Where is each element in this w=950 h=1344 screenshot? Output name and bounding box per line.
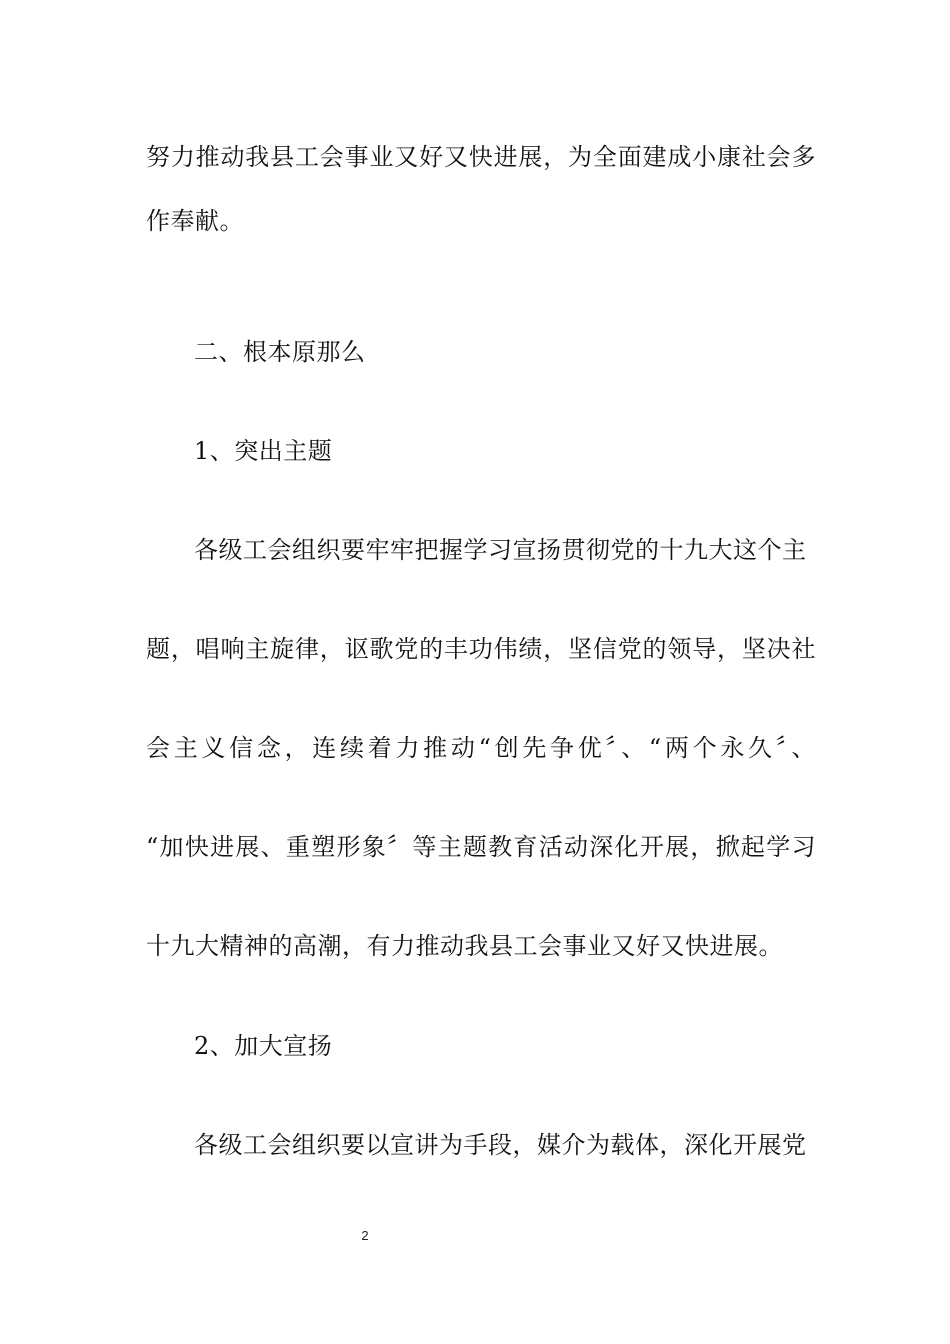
paragraph-line: 作奉献。 xyxy=(146,207,244,235)
paragraph-line: 各级工会组织要以宣讲为手段，媒介为载体，深化开展党 xyxy=(194,1131,807,1159)
page-number: 2 xyxy=(361,1228,369,1243)
section-heading: 二、根本原那么 xyxy=(194,338,366,366)
paragraph-line: 努力推动我县工会事业又好又快进展，为全面建成小康社会多 xyxy=(146,143,816,171)
paragraph-line: 十九大精神的高潮，有力推动我县工会事业又好又快进展。 xyxy=(146,932,783,960)
paragraph-line: 各级工会组织要牢牢把握学习宣扬贯彻党的十九大这个主 xyxy=(194,536,807,564)
paragraph-line: 题，唱响主旋律，讴歌党的丰功伟绩，坚信党的领导，坚决社 xyxy=(146,635,816,663)
subsection-heading: 1、突出主题 xyxy=(194,437,333,465)
paragraph-line: 会主义信念，连续着力推动“创先争优〞、“两个永久〞、 xyxy=(146,734,816,762)
subsection-heading: 2、加大宣扬 xyxy=(194,1032,333,1060)
paragraph-line: “加快进展、重塑形象〞等主题教育活动深化开展，掀起学习 xyxy=(146,833,816,861)
